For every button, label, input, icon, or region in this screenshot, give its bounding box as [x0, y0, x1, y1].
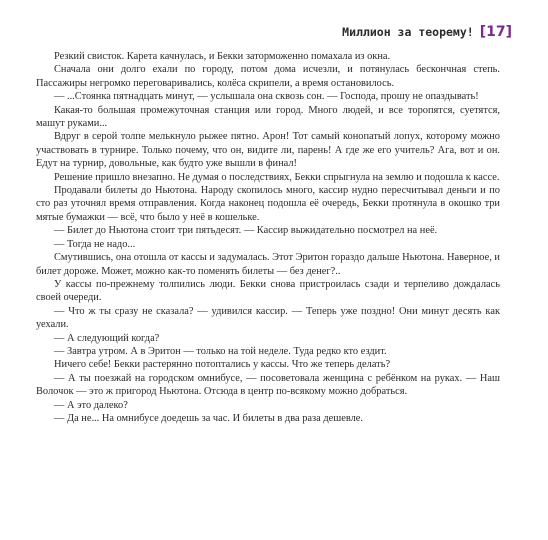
paragraph: Ничего себе! Бекки растерянно потоптались у кассы. Что же теперь делать?	[54, 359, 391, 371]
paragraph: — А ты поезжай на городском омнибусе, — посоветовала женщина с ребёнком на руках. — Наш Волочок — это ж пригород Ньютона. Отсюда в центр по-всякому можно добраться.	[36, 372, 500, 398]
paragraph: — ...Стоянка пятнадцать минут, — услышала она сквозь сон. — Господа, прошу не опаздывать!	[54, 91, 479, 103]
paragraph: Решение пришло внезапно. Не думая о последствиях, Бекки спрыгнула на землю и подошла к кассе.	[54, 171, 500, 183]
paragraph: У кассы по-прежнему толпились люди. Бекки снова пристроилась сзади и терпеливо дождалась своей очереди.	[36, 278, 500, 304]
paragraph: — Тогда не надо...	[54, 238, 136, 250]
paragraph: Какая-то большая промежуточная станция или город. Много людей, и все торопятся, суетятся, машут руками...	[36, 104, 500, 130]
paragraph: — Что ж ты сразу не сказала? — удивился кассир. — Теперь уже поздно! Они минут десять как уехали.	[36, 305, 500, 331]
paragraph: Вдруг в серой толпе мелькнуло рыжее пятно. Арон! Тот самый конопатый лопух, которому можно участвовать в турнире. Только почему, что он, видите ли, парень! А где же его учитель? Ага, вот и он. Едут на турнир, довольные, как будто уже вышли в финал!	[36, 131, 500, 170]
page-number: [17]	[479, 24, 512, 40]
paragraph: Сначала они долго ехали по городу, потом дома исчезли, и потянулась бескончная степь. Пассажиры негромко переговаривались, колёса скрипели, а время остановилось.	[36, 64, 500, 89]
paragraph: Смутившись, она отошла от кассы и задумалась. Этот Эритон гораздо дальше Ньютона. Наверное, и билет дороже. Может, можно как-то поменять билеты — без денег?..	[36, 252, 500, 277]
paragraph: — Да не... На омнибусе доедешь за час. И билеты в два раза дешевле.	[54, 412, 363, 424]
paragraph: — А следующий когда?	[54, 332, 160, 344]
paragraph: — А это далеко?	[54, 399, 128, 411]
paragraph: Резкий свисток. Карета качнулась, и Бекки заторможенно помахала из окна.	[54, 51, 391, 62]
paragraph: — Билет до Ньютона стоит три пятьдесят. — Кассир выжидательно посмотрел на неё.	[54, 225, 438, 237]
paragraph: — Завтра утром. А в Эритон — только на той неделе. Туда редко кто ездит.	[54, 345, 387, 357]
page-header	[342, 24, 512, 40]
body-text	[36, 50, 500, 425]
paragraph: Продавали билеты до Ньютона. Народу скопилось много, кассир нудно пересчитывал деньги и по сто раз уточнял время отправления. Когда наконец подошла её очередь, Бекки протянула в окошко три мятые бумажки — всё, что было у неё в кошельке.	[36, 185, 500, 223]
running-title: Миллион за теорему!	[342, 25, 474, 39]
